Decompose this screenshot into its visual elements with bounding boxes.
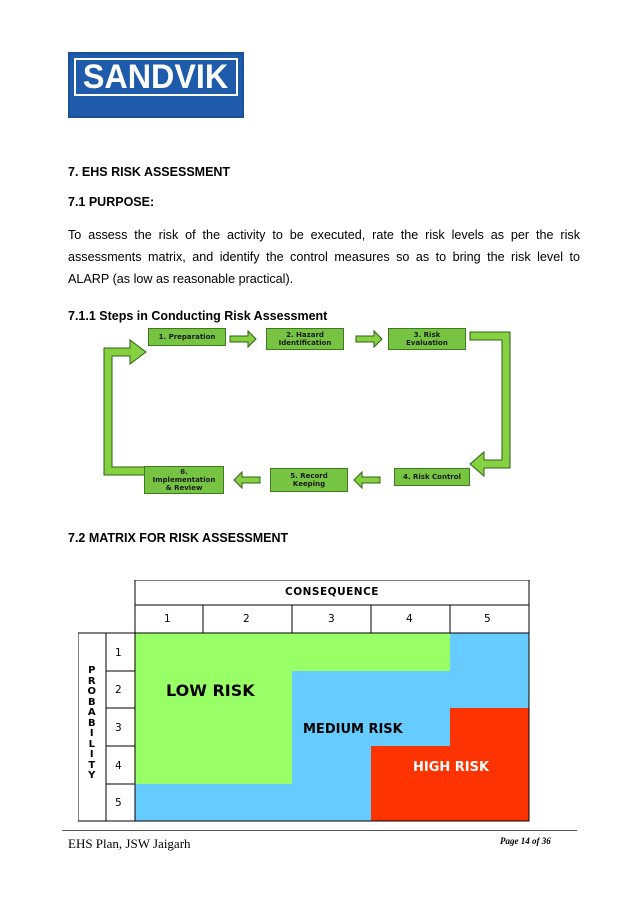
probability-letter: O xyxy=(87,686,97,697)
step-5-label-line-2: Keeping xyxy=(292,480,326,488)
risk-matrix xyxy=(78,580,530,824)
step-4-label: 4. Risk Control xyxy=(403,473,461,481)
probability-letter: Y xyxy=(88,770,96,781)
step-risk-control xyxy=(394,468,470,486)
probability-letter: L xyxy=(88,738,96,750)
purpose-heading: 7.1 PURPOSE: xyxy=(68,195,155,209)
consequence-4: 4 xyxy=(406,613,414,625)
arrow-5-to-6 xyxy=(234,472,260,488)
step-3-label-line-1: 3. Risk xyxy=(413,331,441,339)
probability-letter: R xyxy=(87,675,97,687)
consequence-1: 1 xyxy=(164,613,172,625)
purpose-paragraph xyxy=(68,224,580,290)
matrix-heading: 7.2 MATRIX FOR RISK ASSESSMENT xyxy=(68,531,289,545)
probability-letter: T xyxy=(88,759,96,771)
footer-divider xyxy=(62,830,577,831)
loop-arrow-left xyxy=(104,340,148,483)
medium-risk-label: MEDIUM RISK xyxy=(303,722,403,737)
arrow-2-to-3 xyxy=(356,331,382,347)
probability-letter: A xyxy=(87,707,97,718)
step-2-label-line-2: Identification xyxy=(278,339,332,347)
probability-letter: B xyxy=(87,696,97,708)
step-6-label-line-1: 6. xyxy=(180,468,188,476)
risk-assessment-flow-diagram xyxy=(90,326,520,496)
probability-label xyxy=(86,666,98,782)
probability-4: 4 xyxy=(115,760,123,772)
probability-2: 2 xyxy=(115,684,123,696)
purpose-line-1: To assess the risk of the activity to be executed, rate the risk levels as per the risk xyxy=(68,228,580,242)
step-implementation-review xyxy=(144,466,224,494)
logo-frame xyxy=(74,58,238,96)
logo-text: SANDVIK xyxy=(83,58,229,96)
consequence-2: 2 xyxy=(243,613,251,625)
step-preparation xyxy=(148,328,226,346)
step-6-label-line-2: Implementation xyxy=(152,476,216,484)
probability-3: 3 xyxy=(115,722,123,734)
step-5-label-line-1: 5. Record xyxy=(290,472,328,480)
step-6-label-line-3: & Review xyxy=(165,484,203,492)
purpose-line-3: ALARP (as low as reasonable practical). xyxy=(68,272,294,286)
sandvik-logo xyxy=(68,52,244,118)
high-risk-label: HIGH RISK xyxy=(413,760,490,775)
consequence-5: 5 xyxy=(484,613,492,625)
probability-1: 1 xyxy=(115,647,123,659)
probability-5: 5 xyxy=(115,797,123,809)
bottom-row-blue xyxy=(135,784,292,821)
step-record-keeping xyxy=(270,468,348,492)
consequence-3: 3 xyxy=(328,613,336,625)
purpose-line-2: assessments matrix, and identify the control measures so as to bring the risk level to xyxy=(68,250,580,264)
risk-matrix-grid xyxy=(78,580,530,824)
step-2-label-line-1: 2. Hazard xyxy=(286,331,324,339)
consequence-label: CONSEQUENCE xyxy=(285,586,379,598)
footer-page-number: Page 14 of 36 xyxy=(500,836,551,846)
probability-letter: B xyxy=(87,717,97,729)
probability-letter: P xyxy=(88,665,96,676)
loop-arrow-right xyxy=(470,332,510,476)
section-heading: 7. EHS RISK ASSESSMENT xyxy=(68,165,231,179)
step-3-label-line-2: Evaluation xyxy=(406,339,448,347)
probability-letter: I xyxy=(89,749,95,760)
step-risk-evaluation xyxy=(388,328,466,350)
low-risk-label: LOW RISK xyxy=(166,681,255,700)
step-1-label: 1. Preparation xyxy=(158,333,216,341)
step-hazard-identification xyxy=(266,328,344,350)
footer-document-title: EHS Plan, JSW Jaigarh xyxy=(68,836,191,851)
steps-heading: 7.1.1 Steps in Conducting Risk Assessment xyxy=(68,309,328,323)
probability-letter: I xyxy=(89,728,95,739)
arrow-1-to-2 xyxy=(230,331,256,347)
high-risk-row5 xyxy=(292,784,371,821)
arrow-4-to-5 xyxy=(354,472,380,488)
